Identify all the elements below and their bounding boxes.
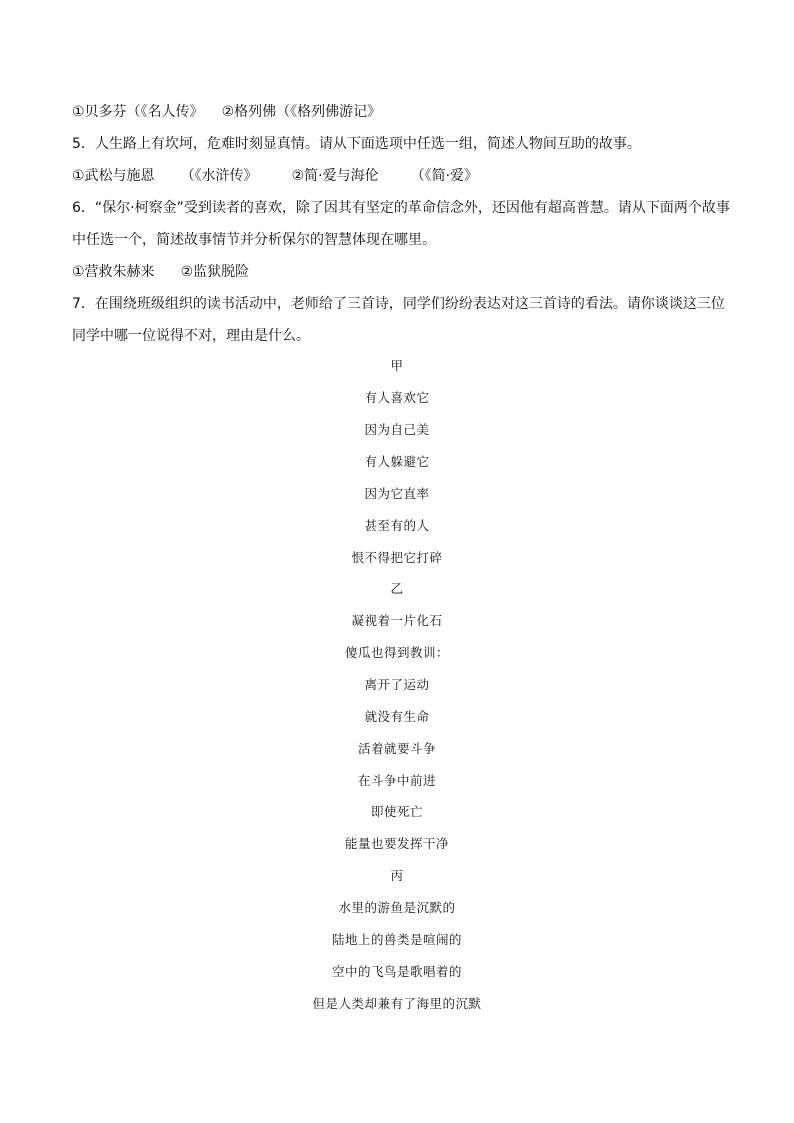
option-beethoven: ①贝多芬（《名人传》 bbox=[72, 104, 204, 120]
question4-options bbox=[72, 103, 381, 121]
question6-prompt-line2: 中任选一个，简述故事情节并分析保尔的智慧体现在哪里。 bbox=[72, 232, 436, 248]
poem-line: 恨不得把它打碎 bbox=[351, 550, 443, 565]
poem-line: 即使死亡 bbox=[370, 804, 423, 819]
poem-line: 就没有生命 bbox=[364, 709, 430, 724]
option-wusong: ①武松与施恩 bbox=[72, 168, 155, 184]
question6-options bbox=[72, 263, 249, 281]
poem-line: 离开了运动 bbox=[364, 677, 430, 692]
option-janeeyre-source: （《简·爱》 bbox=[410, 168, 479, 184]
poem-title-jia: 甲 bbox=[390, 358, 404, 373]
option-gulliver: ②格列佛（《格列佛游记》 bbox=[221, 104, 382, 120]
poem-line: 因为它直率 bbox=[364, 486, 430, 501]
option-janeeyre: ②简·爱与海伦 bbox=[291, 168, 379, 184]
poem-line: 陆地上的兽类是喧闹的 bbox=[331, 932, 462, 947]
question7-prompt-line2: 同学中哪一位说得不对，理由是什么。 bbox=[72, 328, 310, 344]
poem-title-bing: 丙 bbox=[390, 868, 404, 883]
question5-options bbox=[72, 167, 478, 185]
poem-line: 有人躲避它 bbox=[364, 454, 430, 469]
poem-line: 凝视着一片化石 bbox=[351, 613, 443, 628]
poem-line: 因为自己美 bbox=[364, 422, 430, 437]
poem-line: 傻瓜也得到教训： bbox=[344, 645, 449, 660]
question5-prompt: 5．人生路上有坎坷，危难时刻显真情。请从下面选项中任选一组，简述人物间互助的故事。 bbox=[72, 136, 641, 152]
poem-line: 活着就要斗争 bbox=[357, 741, 436, 756]
option-prison-escape: ②监狱脱险 bbox=[180, 264, 250, 280]
poem-title-yi: 乙 bbox=[390, 581, 404, 596]
poem-line: 甚至有的人 bbox=[364, 518, 430, 533]
poem-line: 水里的游鱼是沉默的 bbox=[338, 900, 456, 915]
poem-line: 但是人类却兼有了海里的沉默 bbox=[312, 996, 482, 1011]
question7-prompt-line1: 7．在围绕班级组织的读书活动中，老师给了三首诗，同学们纷纷表达对这三首诗的看法。请你谈谈这三位 bbox=[72, 296, 725, 312]
poem-line: 空中的飞鸟是歌唱着的 bbox=[331, 964, 462, 979]
question6-prompt-line1: 6．“保尔·柯察金”受到读者的喜欢，除了因其有坚定的革命信念外，还因他有超高普慧。请从下面两个故事 bbox=[72, 200, 730, 216]
poem-line: 能量也要发挥干净 bbox=[344, 836, 449, 851]
poem-line: 在斗争中前进 bbox=[357, 773, 436, 788]
option-rescue-zhu: ①营救朱赫来 bbox=[72, 264, 155, 280]
option-wusong-source: （《水浒传》 bbox=[180, 168, 258, 184]
poem-line: 有人喜欢它 bbox=[364, 390, 430, 405]
